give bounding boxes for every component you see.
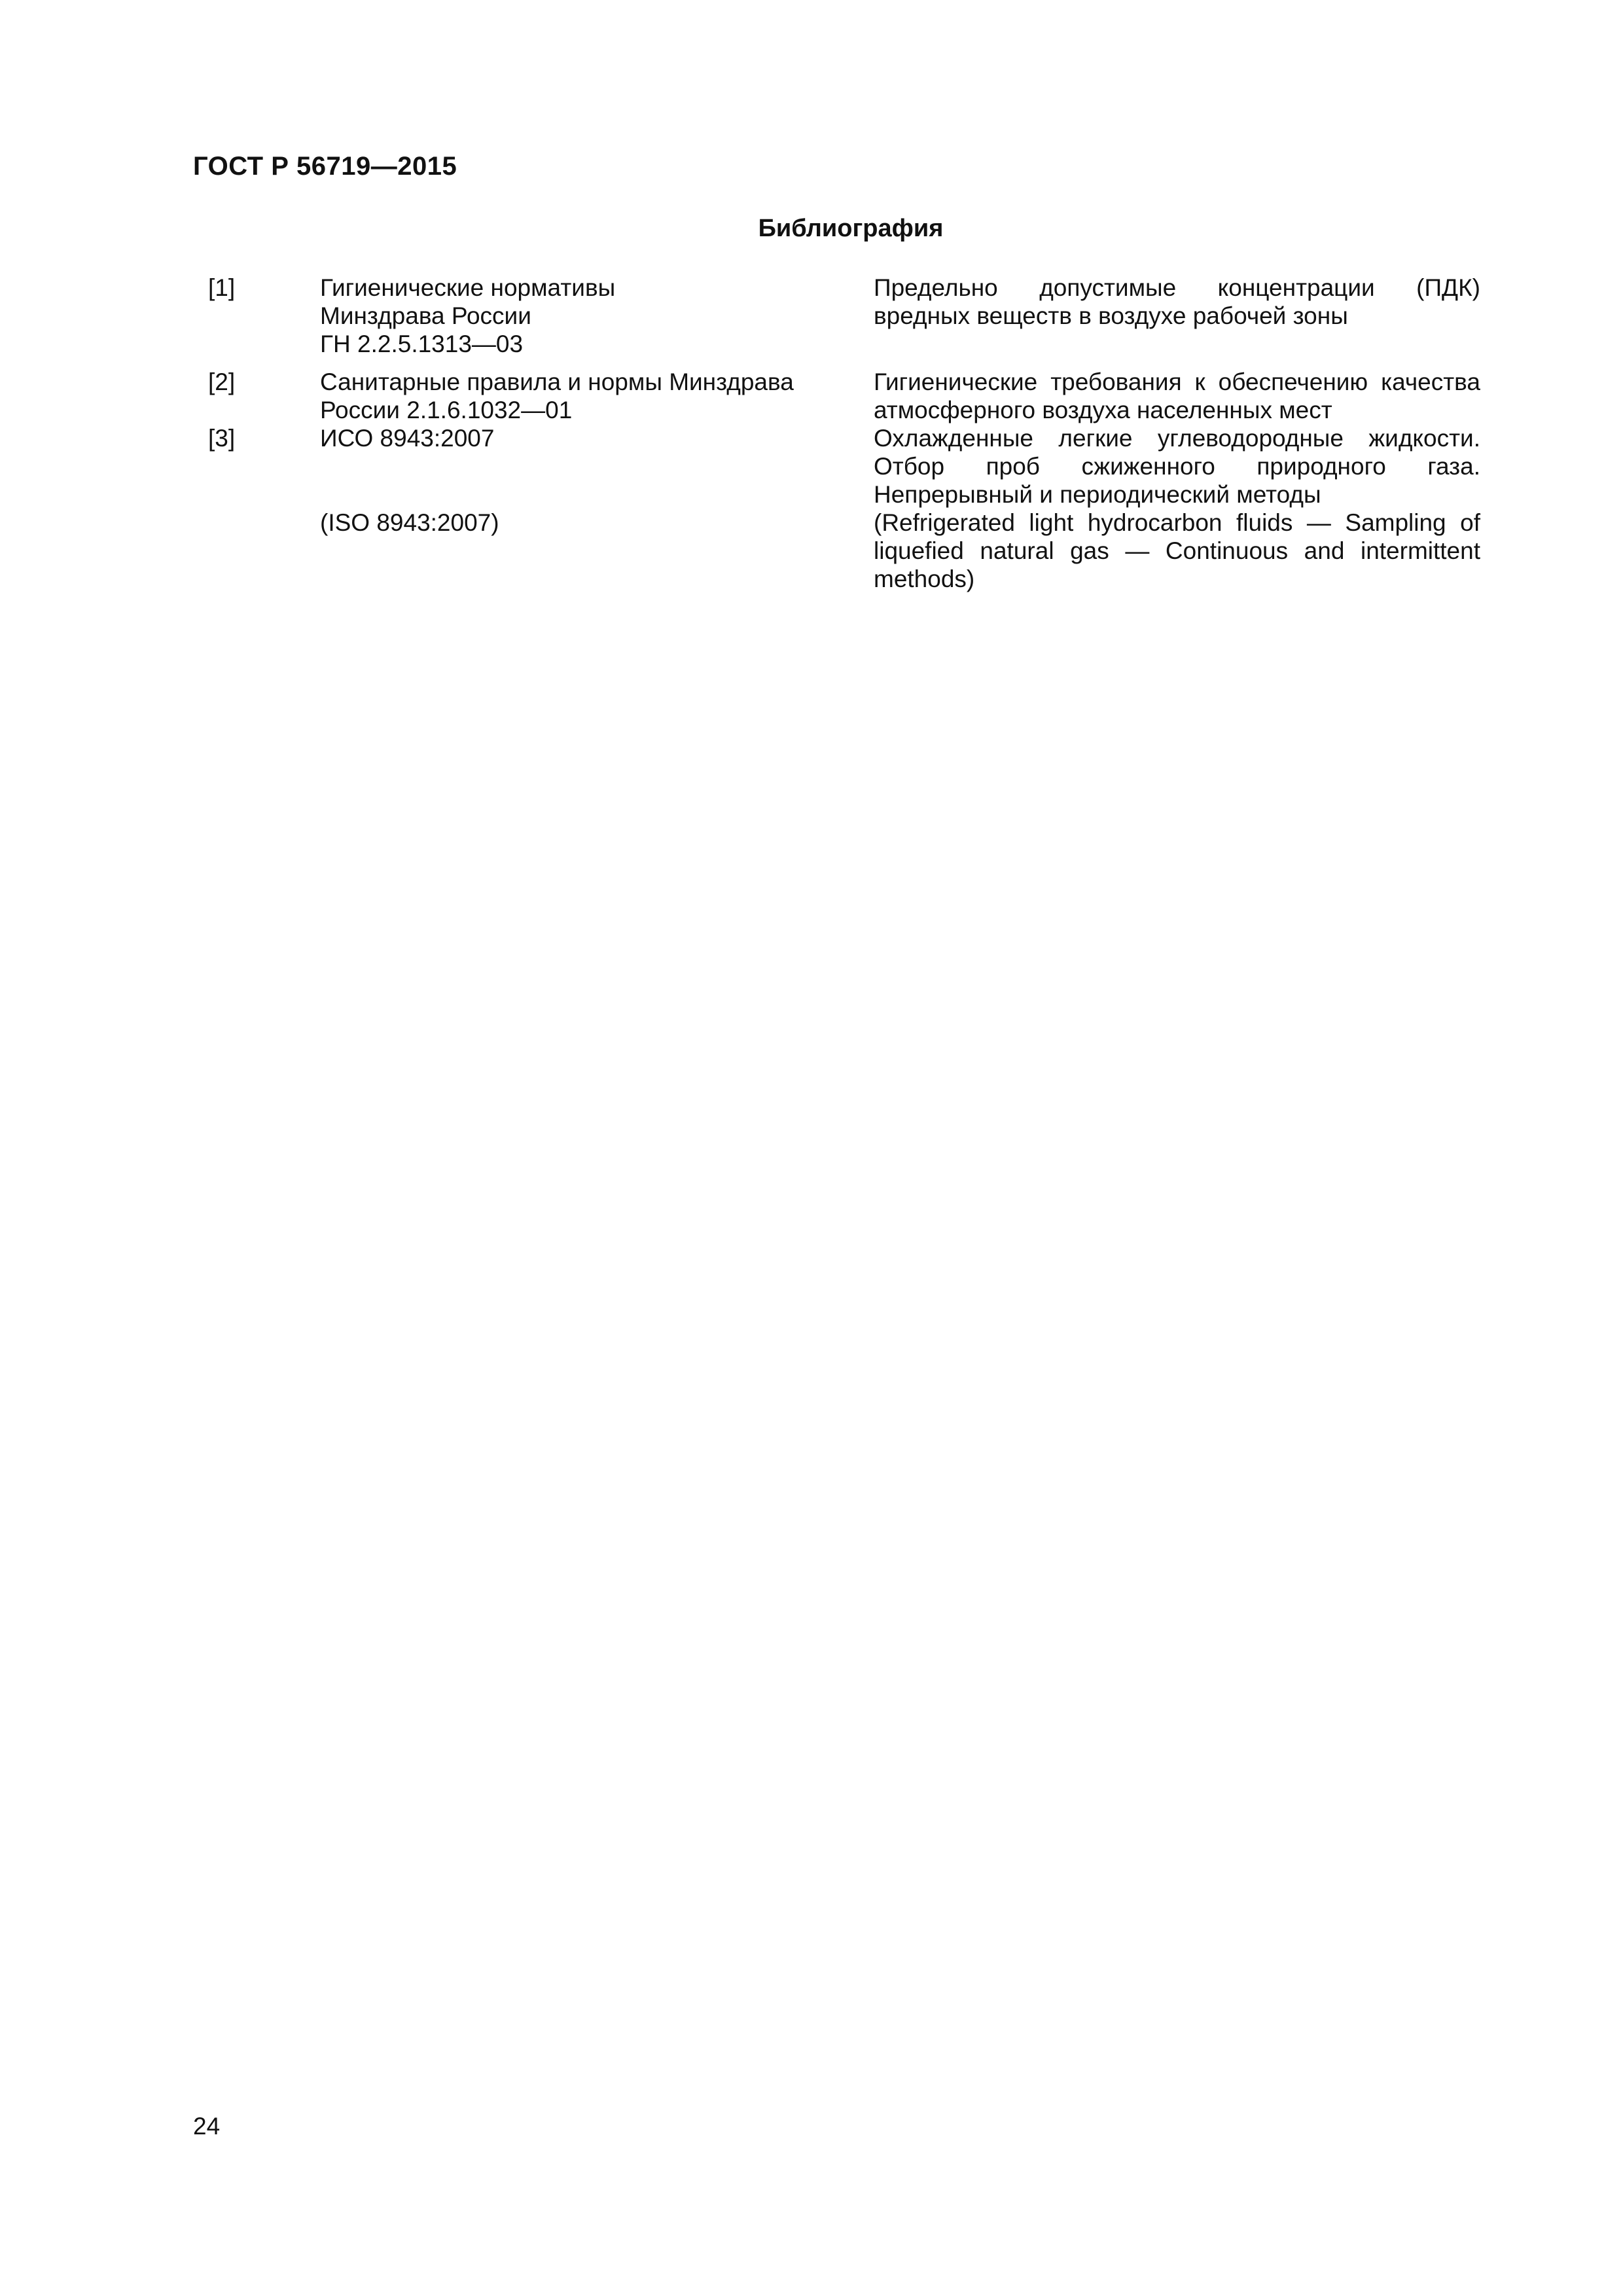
entry-title-line: (Refrigerated light hydrocarbon fluids — Sampling of: [874, 509, 1480, 536]
bibliography-title: Библиография: [758, 215, 944, 242]
entry-title-line: атмосферного воздуха населенных мест: [874, 397, 1332, 423]
entry-source-original: (ISO 8943:2007): [320, 509, 499, 536]
entry-title: [874, 274, 1480, 330]
entry-source: [320, 368, 844, 424]
entry-source-line: Минздрава России: [320, 302, 531, 329]
entry-source-line: Гигиенические нормативы: [320, 274, 616, 301]
entry-title-line: Предельно допустимые концентрации (ПДК): [874, 274, 1480, 301]
entry-number: [2]: [208, 368, 236, 395]
entry-title-line: Непрерывный и периодический методы: [874, 481, 1321, 508]
entry-title: [874, 424, 1480, 593]
entry-source-line: ГН 2.2.5.1313—03: [320, 331, 524, 357]
entry-title: [874, 368, 1480, 424]
page-number: 24: [193, 2113, 221, 2140]
entry-source-line: Санитарные правила и нормы Минздрава: [320, 368, 794, 395]
entry-source-line: России 2.1.6.1032—01: [320, 397, 573, 423]
entry-title-line: Гигиенические требования к обеспечению качества: [874, 368, 1480, 395]
entry-title-line: liquefied natural gas — Continuous and intermittent: [874, 537, 1480, 564]
entry-title-line: methods): [874, 565, 975, 592]
entry-title-line: Охлажденные легкие углеводородные жидкости.: [874, 425, 1480, 452]
standard-code-header: ГОСТ Р 56719—2015: [193, 152, 457, 181]
entry-number: [3]: [208, 425, 236, 452]
entry-number: [1]: [208, 274, 236, 301]
entry-source-line: ИСО 8943:2007: [320, 425, 495, 452]
entry-title-line: Отбор проб сжиженного природного газа.: [874, 453, 1480, 480]
entry-source: [320, 424, 844, 537]
entry-title-line: вредных веществ в воздухе рабочей зоны: [874, 302, 1348, 329]
entry-source: [320, 274, 844, 358]
